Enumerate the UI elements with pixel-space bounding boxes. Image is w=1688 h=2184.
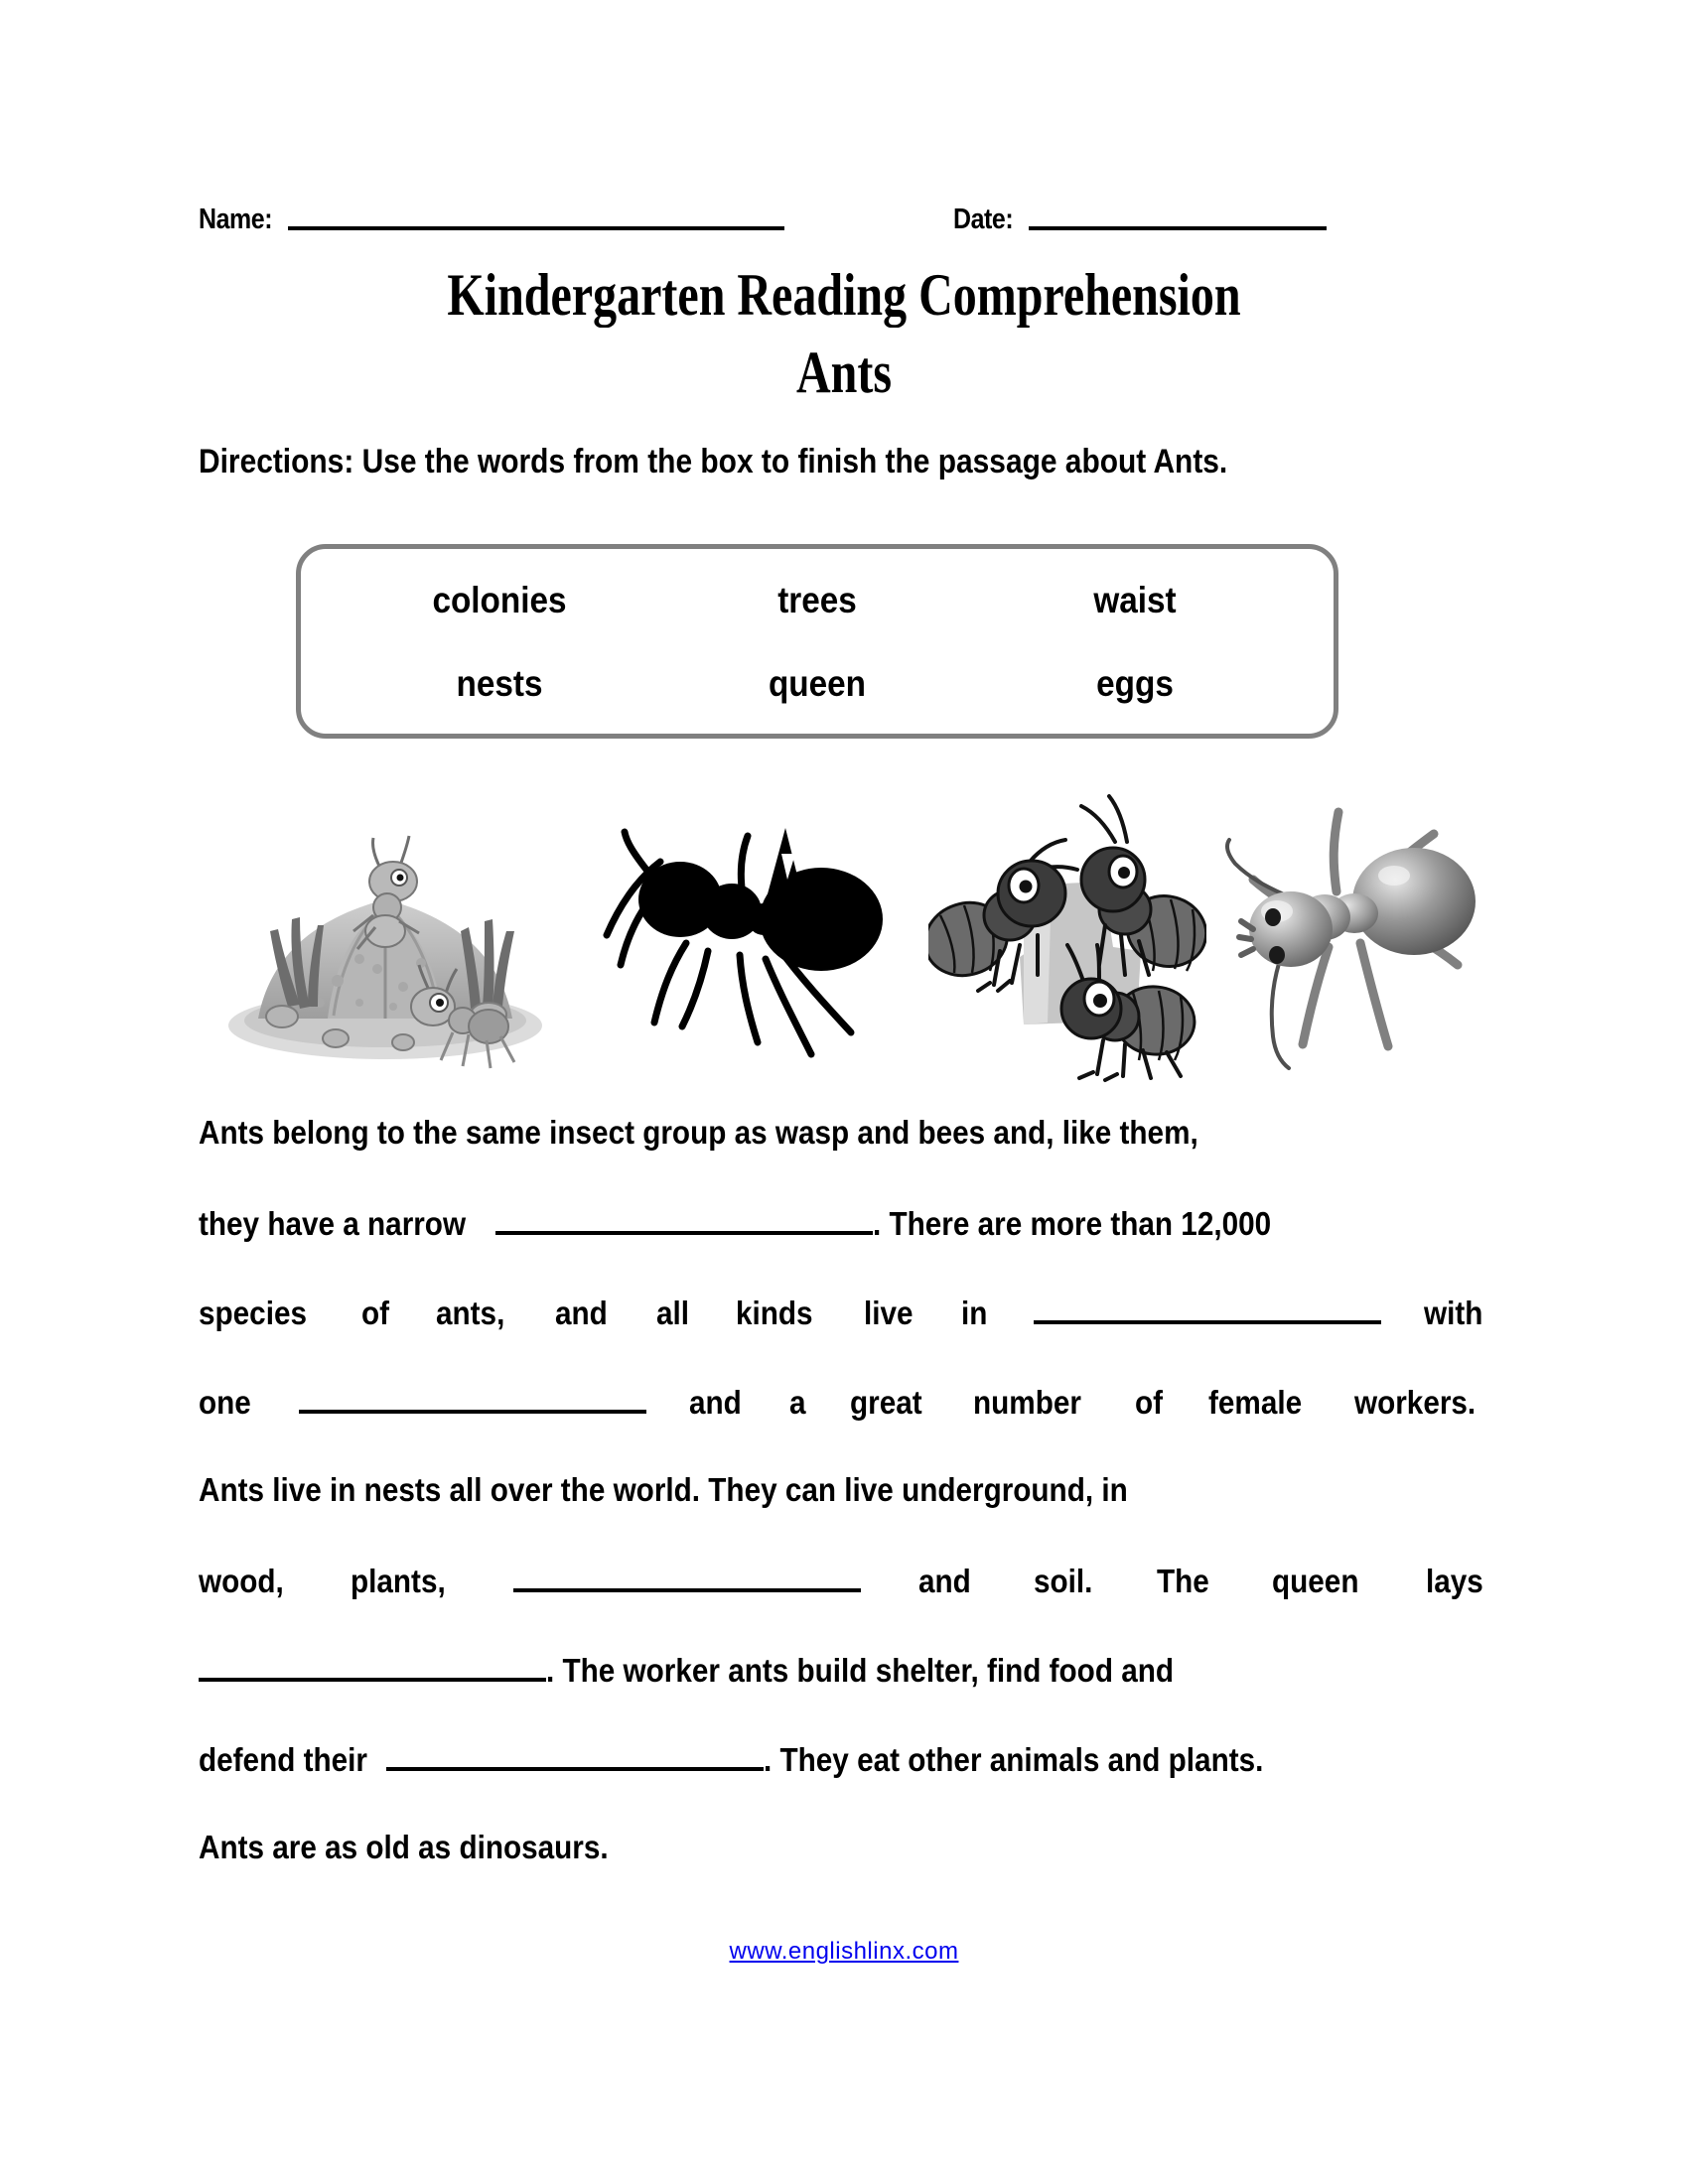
three-ants-carrying-object-illustration [928,770,1206,1088]
passage-text: in [961,1295,988,1331]
word-bank-row [341,641,1294,725]
passage-text: female [1207,1384,1303,1421]
directions-text: Directions: Use the words from the box to finish the passage about Ants. [199,443,1228,480]
passage-text: and [917,1563,971,1599]
passage-text: great [850,1384,922,1421]
anthill-with-ants-illustration [209,782,576,1080]
passage-text: queen [1271,1563,1359,1599]
word-bank-item[interactable]: waist [1093,579,1177,620]
passage-text: . The worker ants build shelter, find food and [546,1652,1175,1689]
passage-text: Ants belong to the same insect group as wasp and bees and, like them, [199,1114,1198,1151]
passage-text: lays [1425,1563,1483,1599]
passage-text: and [554,1295,608,1331]
passage-body [199,1112,1489,1916]
passage-line [199,1559,1489,1648]
englishlinx-footer-link[interactable]: www.englishlinx.com [729,1938,959,1965]
illustration-strip [199,764,1479,1092]
answer-blank[interactable] [1034,1291,1381,1324]
black-ant-silhouette-illustration [591,784,909,1082]
passage-text: Ants live in nests all over the world. They can live underground, in [199,1471,1128,1508]
passage-text: Ants are as old as dinosaurs. [199,1829,609,1865]
passage-line [199,1112,1489,1201]
word-bank-item[interactable]: queen [768,662,867,704]
title-line-2: Ants [795,340,893,405]
word-bank-item[interactable]: eggs [1096,662,1174,704]
passage-line [199,1469,1489,1559]
passage-text: and [688,1384,742,1421]
passage-text: soil. [1033,1563,1093,1599]
date-label: Date: [953,204,1014,235]
passage-text: . There are more than 12,000 [872,1205,1272,1242]
passage-text: defend their [199,1741,367,1778]
answer-blank[interactable] [495,1201,873,1235]
passage-text: a [789,1384,806,1421]
passage-text: The [1156,1563,1209,1599]
answer-blank[interactable] [199,1648,546,1682]
page-title [199,256,1489,411]
passage-text: of [361,1295,390,1331]
passage-line [199,1648,1489,1737]
passage-text: all [655,1295,689,1331]
passage-text: they have a narrow [199,1205,467,1242]
passage-line [199,1737,1489,1827]
word-bank-item[interactable]: colonies [432,579,567,620]
answer-blank[interactable] [386,1737,764,1771]
name-date-row [199,195,1489,234]
passage-text: species [199,1295,307,1331]
name-input-line[interactable] [288,226,784,230]
passage-text: live [863,1295,914,1331]
word-bank-item[interactable]: nests [456,662,543,704]
passage-line [199,1827,1489,1916]
passage-text: one [199,1384,251,1421]
name-label: Name: [199,204,273,235]
passage-text: workers. [1354,1384,1477,1421]
passage-text: of [1135,1384,1164,1421]
passage-text: . They eat other animals and plants. [763,1741,1264,1778]
realistic-gray-ant-illustration [1192,772,1489,1090]
passage-text: wood, [199,1563,284,1599]
passage-text: number [972,1384,1081,1421]
passage-text: with [1423,1295,1483,1331]
word-bank-box [296,544,1338,739]
word-bank-item[interactable]: trees [777,579,857,620]
answer-blank[interactable] [299,1380,646,1414]
passage-text: ants, [435,1295,504,1331]
passage-text: plants, [350,1563,446,1599]
date-input-line[interactable] [1029,226,1327,230]
title-line-1: Kindergarten Reading Comprehension [447,262,1241,328]
ant-right [1081,796,1206,976]
word-bank-row [341,558,1294,641]
passage-text: kinds [735,1295,813,1331]
passage-line [199,1201,1489,1291]
passage-line [199,1291,1489,1380]
passage-line [199,1380,1489,1469]
answer-blank[interactable] [513,1559,861,1592]
